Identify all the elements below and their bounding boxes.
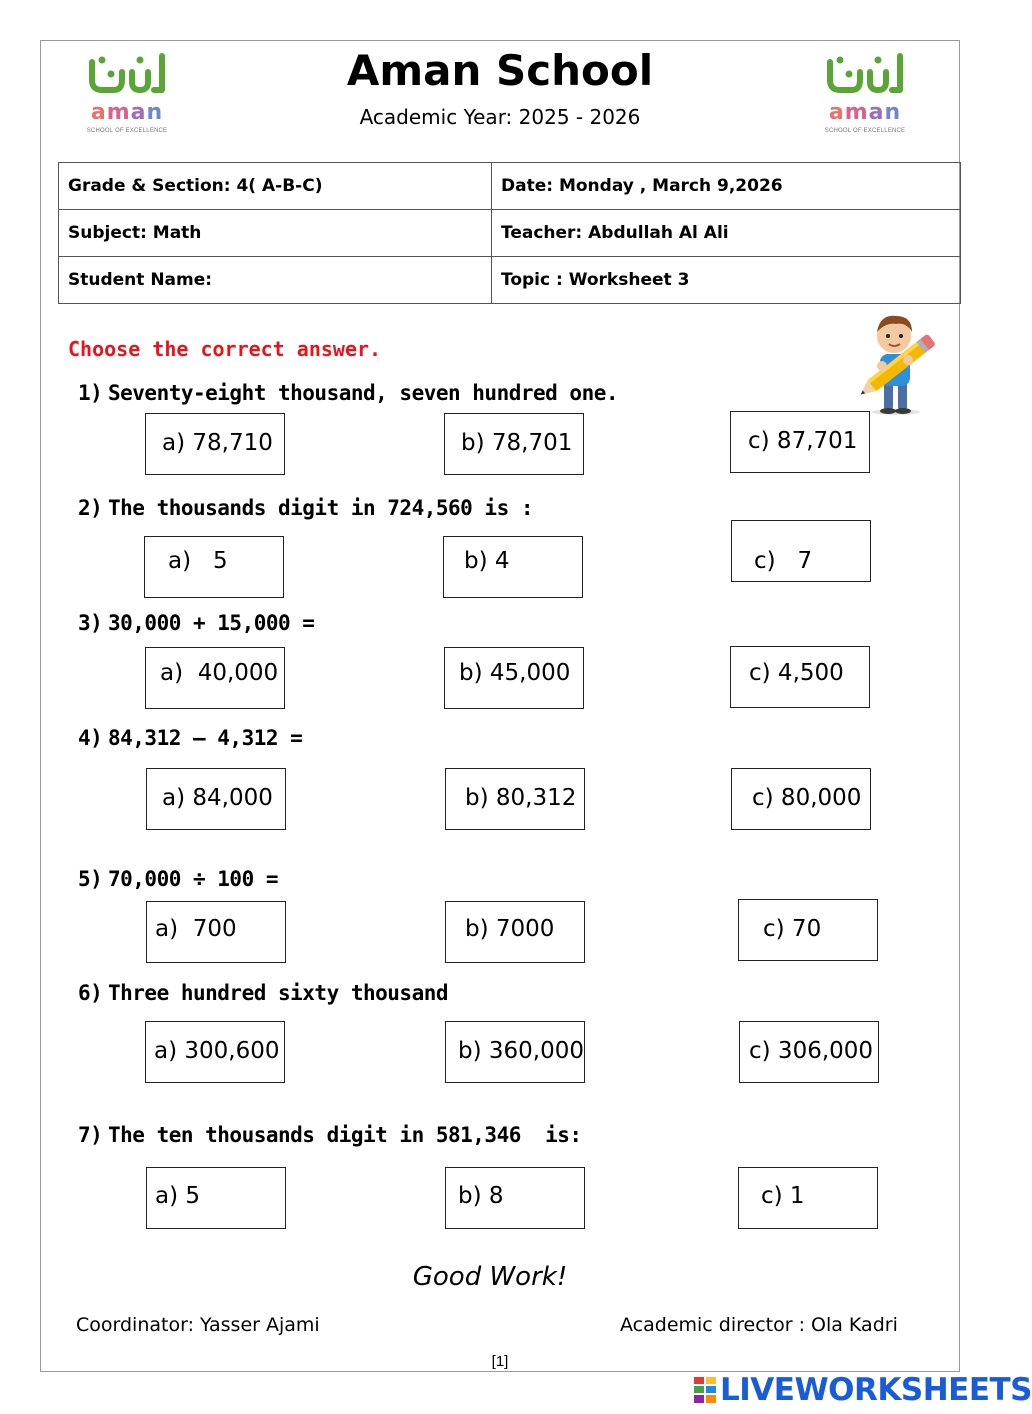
- date: Date: Monday , March 9,2026: [492, 163, 961, 210]
- grade-section: Grade & Section: 4( A-B-C): [59, 163, 492, 210]
- question-5: [78, 867, 278, 891]
- question-text: 70,000 ÷ 100 =: [108, 867, 279, 891]
- question-number: 3): [78, 611, 103, 635]
- question-2: [78, 496, 533, 520]
- q3-option-c[interactable]: c) 4,500: [730, 646, 870, 708]
- q7-option-a[interactable]: a) 5: [146, 1167, 286, 1229]
- logo-english-text: aman: [90, 100, 164, 125]
- info-table: [58, 162, 961, 304]
- coordinator: Coordinator: Yasser Ajami: [76, 1314, 320, 1336]
- academic-year: Academic Year: 2025 - 2026: [359, 105, 641, 129]
- q1-option-a[interactable]: a) 78,710: [145, 413, 285, 475]
- q1-option-b[interactable]: b) 78,701: [444, 413, 584, 475]
- q7-option-b[interactable]: b) 8: [445, 1167, 585, 1229]
- question-3: [78, 611, 314, 635]
- page-number: [1]: [491, 1353, 509, 1370]
- question-number: 1): [78, 381, 103, 405]
- q5-option-b[interactable]: b) 7000: [445, 901, 585, 963]
- question-number: 6): [78, 981, 103, 1005]
- good-work-message: Good Work!: [412, 1262, 568, 1292]
- q2-option-c[interactable]: c) 7: [731, 520, 871, 582]
- question-1: [78, 381, 618, 405]
- q2-option-b[interactable]: b) 4: [443, 536, 583, 598]
- question-text: The ten thousands digit in 581,346 is:: [108, 1123, 582, 1147]
- question-4: [78, 726, 302, 750]
- instruction: Choose the correct answer.: [68, 337, 382, 361]
- question-text: 84,312 – 4,312 =: [108, 726, 303, 750]
- q4-option-c[interactable]: c) 80,000: [731, 768, 871, 830]
- teacher: Teacher: Abdullah Al Ali: [492, 210, 961, 257]
- liveworksheets-text: LIVEWORKSHEETS: [720, 1372, 1032, 1408]
- q7-option-c[interactable]: c) 1: [738, 1167, 878, 1229]
- q6-option-a[interactable]: a) 300,600: [145, 1021, 285, 1083]
- question-number: 2): [78, 496, 103, 520]
- school-title: Aman School: [346, 46, 654, 95]
- q3-option-a[interactable]: a) 40,000: [145, 647, 285, 709]
- q4-option-a[interactable]: a) 84,000: [146, 768, 286, 830]
- q5-option-c[interactable]: c) 70: [738, 899, 878, 961]
- question-number: 7): [78, 1123, 103, 1147]
- question-text: 30,000 + 15,000 =: [108, 611, 315, 635]
- student-name-field[interactable]: Student Name:: [59, 257, 492, 304]
- logo-tagline: SCHOOL OF EXCELLENCE: [824, 128, 906, 134]
- question-6: [78, 981, 448, 1005]
- logo-english-text: aman: [828, 100, 902, 125]
- question-7: [78, 1123, 582, 1147]
- question-text: Seventy-eight thousand, seven hundred one.: [108, 381, 619, 405]
- academic-director: Academic director : Ola Kadri: [620, 1314, 898, 1336]
- boy-with-pencil-illustration: [846, 308, 946, 416]
- logo-tagline: SCHOOL OF EXCELLENCE: [86, 128, 168, 134]
- q6-option-b[interactable]: b) 360,000: [445, 1021, 585, 1083]
- q3-option-b[interactable]: b) 45,000: [444, 647, 584, 709]
- question-number: 4): [78, 726, 103, 750]
- q5-option-a[interactable]: a) 700: [146, 901, 286, 963]
- liveworksheets-brand[interactable]: [694, 1373, 1032, 1407]
- q4-option-b[interactable]: b) 80,312: [445, 768, 585, 830]
- topic: Topic : Worksheet 3: [492, 257, 961, 304]
- question-text: Three hundred sixty thousand: [108, 981, 449, 1005]
- q2-option-a[interactable]: a) 5: [144, 536, 284, 598]
- q6-option-c[interactable]: c) 306,000: [739, 1021, 879, 1083]
- question-text: The thousands digit in 724,560 is :: [108, 496, 534, 520]
- subject: Subject: Math: [59, 210, 492, 257]
- q1-option-c[interactable]: c) 87,701: [730, 411, 870, 473]
- liveworksheets-logo-icon: [694, 1377, 716, 1403]
- question-number: 5): [78, 867, 103, 891]
